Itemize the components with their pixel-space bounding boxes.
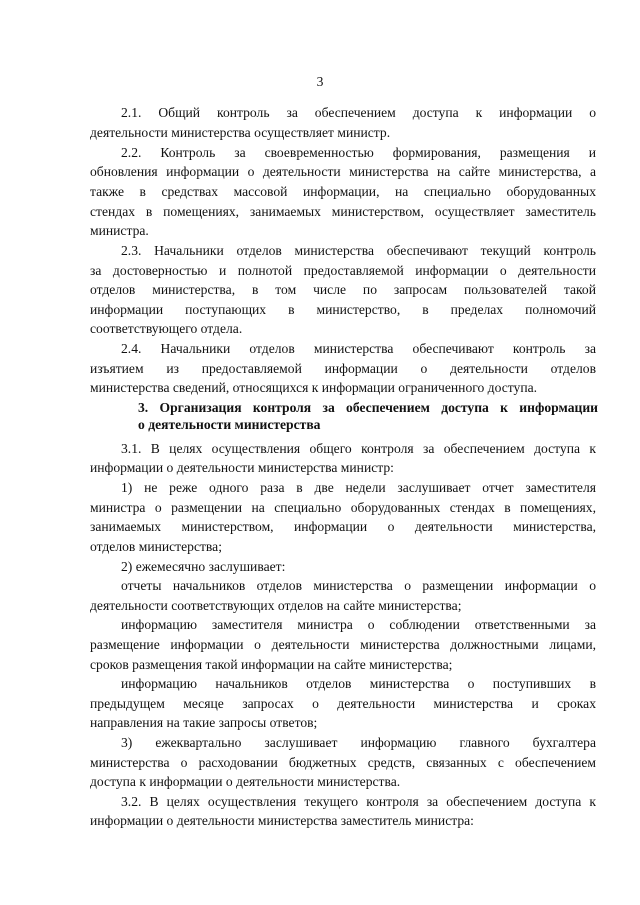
text-line: стендах в помещениях, занимаемых министерством, осуществляет заместитель [90, 204, 596, 219]
text-line: 2.3. Начальники отделов министерства обеспечивают текущий контроль [121, 243, 596, 258]
section-heading: о деятельности министерства [138, 417, 321, 432]
text-line: информации поступающих в министерство, в пределах полномочий [90, 302, 596, 317]
text-line: за достоверностью и полнотой предоставляемой информации о деятельности [90, 263, 596, 278]
text-line: отделов министерства; [90, 539, 222, 554]
text-line: информацию начальников отделов министерства о поступивших в [121, 676, 596, 691]
text-line: 2.2. Контроль за своевременностью формирования, размещения и [121, 145, 596, 160]
text-line: министерства сведений, относящихся к информации ограниченного доступа. [90, 380, 538, 395]
text-line: министерства о расходовании бюджетных средств, связанных с обеспечением [90, 755, 596, 770]
text-line: министра о размещении на специально оборудованных стендах в помещениях, [90, 500, 596, 515]
text-line: изъятием из предоставляемой информации о деятельности отделов [90, 361, 596, 376]
text-line: 2.1. Общий контроль за обеспечением доступа к информации о [121, 105, 596, 120]
text-line: занимаемых министерством, информации о деятельности министерства, [90, 519, 596, 534]
text-line: информации о деятельности министерства заместитель министра: [90, 813, 474, 828]
text-line: также в средствах массовой информации, на специально оборудованных [90, 184, 596, 199]
text-line: сроков размещения такой информации на сайте министерства; [90, 657, 453, 672]
text-line: деятельности соответствующих отделов на сайте министерства; [90, 598, 462, 613]
page-number: 3 [316, 74, 324, 89]
text-line: обновления информации о деятельности министерства на сайте министерства, а [90, 164, 596, 179]
text-line: информацию заместителя министра о соблюдении ответственными за [121, 617, 596, 632]
text-line: 1) не реже одного раза в две недели заслушивает отчет заместителя [121, 480, 596, 495]
text-line: доступа к информации о деятельности министерства. [90, 774, 401, 789]
text-line: деятельности министерства осуществляет министр. [90, 125, 391, 140]
text-line: 2.4. Начальники отделов министерства обеспечивают контроль за [121, 341, 596, 356]
text-line: отделов министерства, в том числе по запросам пользователей такой [90, 282, 596, 297]
text-line: информации о деятельности министерства министр: [90, 460, 394, 475]
text-line: 3.1. В целях осуществления общего контроля за обеспечением доступа к [121, 441, 596, 456]
text-line: 2) ежемесячно заслушивает: [121, 559, 286, 574]
text-line: размещение информации о деятельности министерства должностными лицами, [90, 637, 596, 652]
text-line: 3) ежеквартально заслушивает информацию главного бухгалтера [121, 735, 596, 750]
text-line: 3.2. В целях осуществления текущего контроля за обеспечением доступа к [121, 794, 596, 809]
text-line: министра. [90, 223, 149, 238]
text-line: предыдущем месяце запросах о деятельности министерства и сроках [90, 696, 596, 711]
text-line: отчеты начальников отделов министерства о размещении информации о [121, 578, 596, 593]
text-line: направления на такие запросы ответов; [90, 715, 318, 730]
text-line: соответствующего отдела. [90, 321, 243, 336]
section-heading: 3. Организация контроля за обеспечением доступа к информации [138, 400, 598, 415]
